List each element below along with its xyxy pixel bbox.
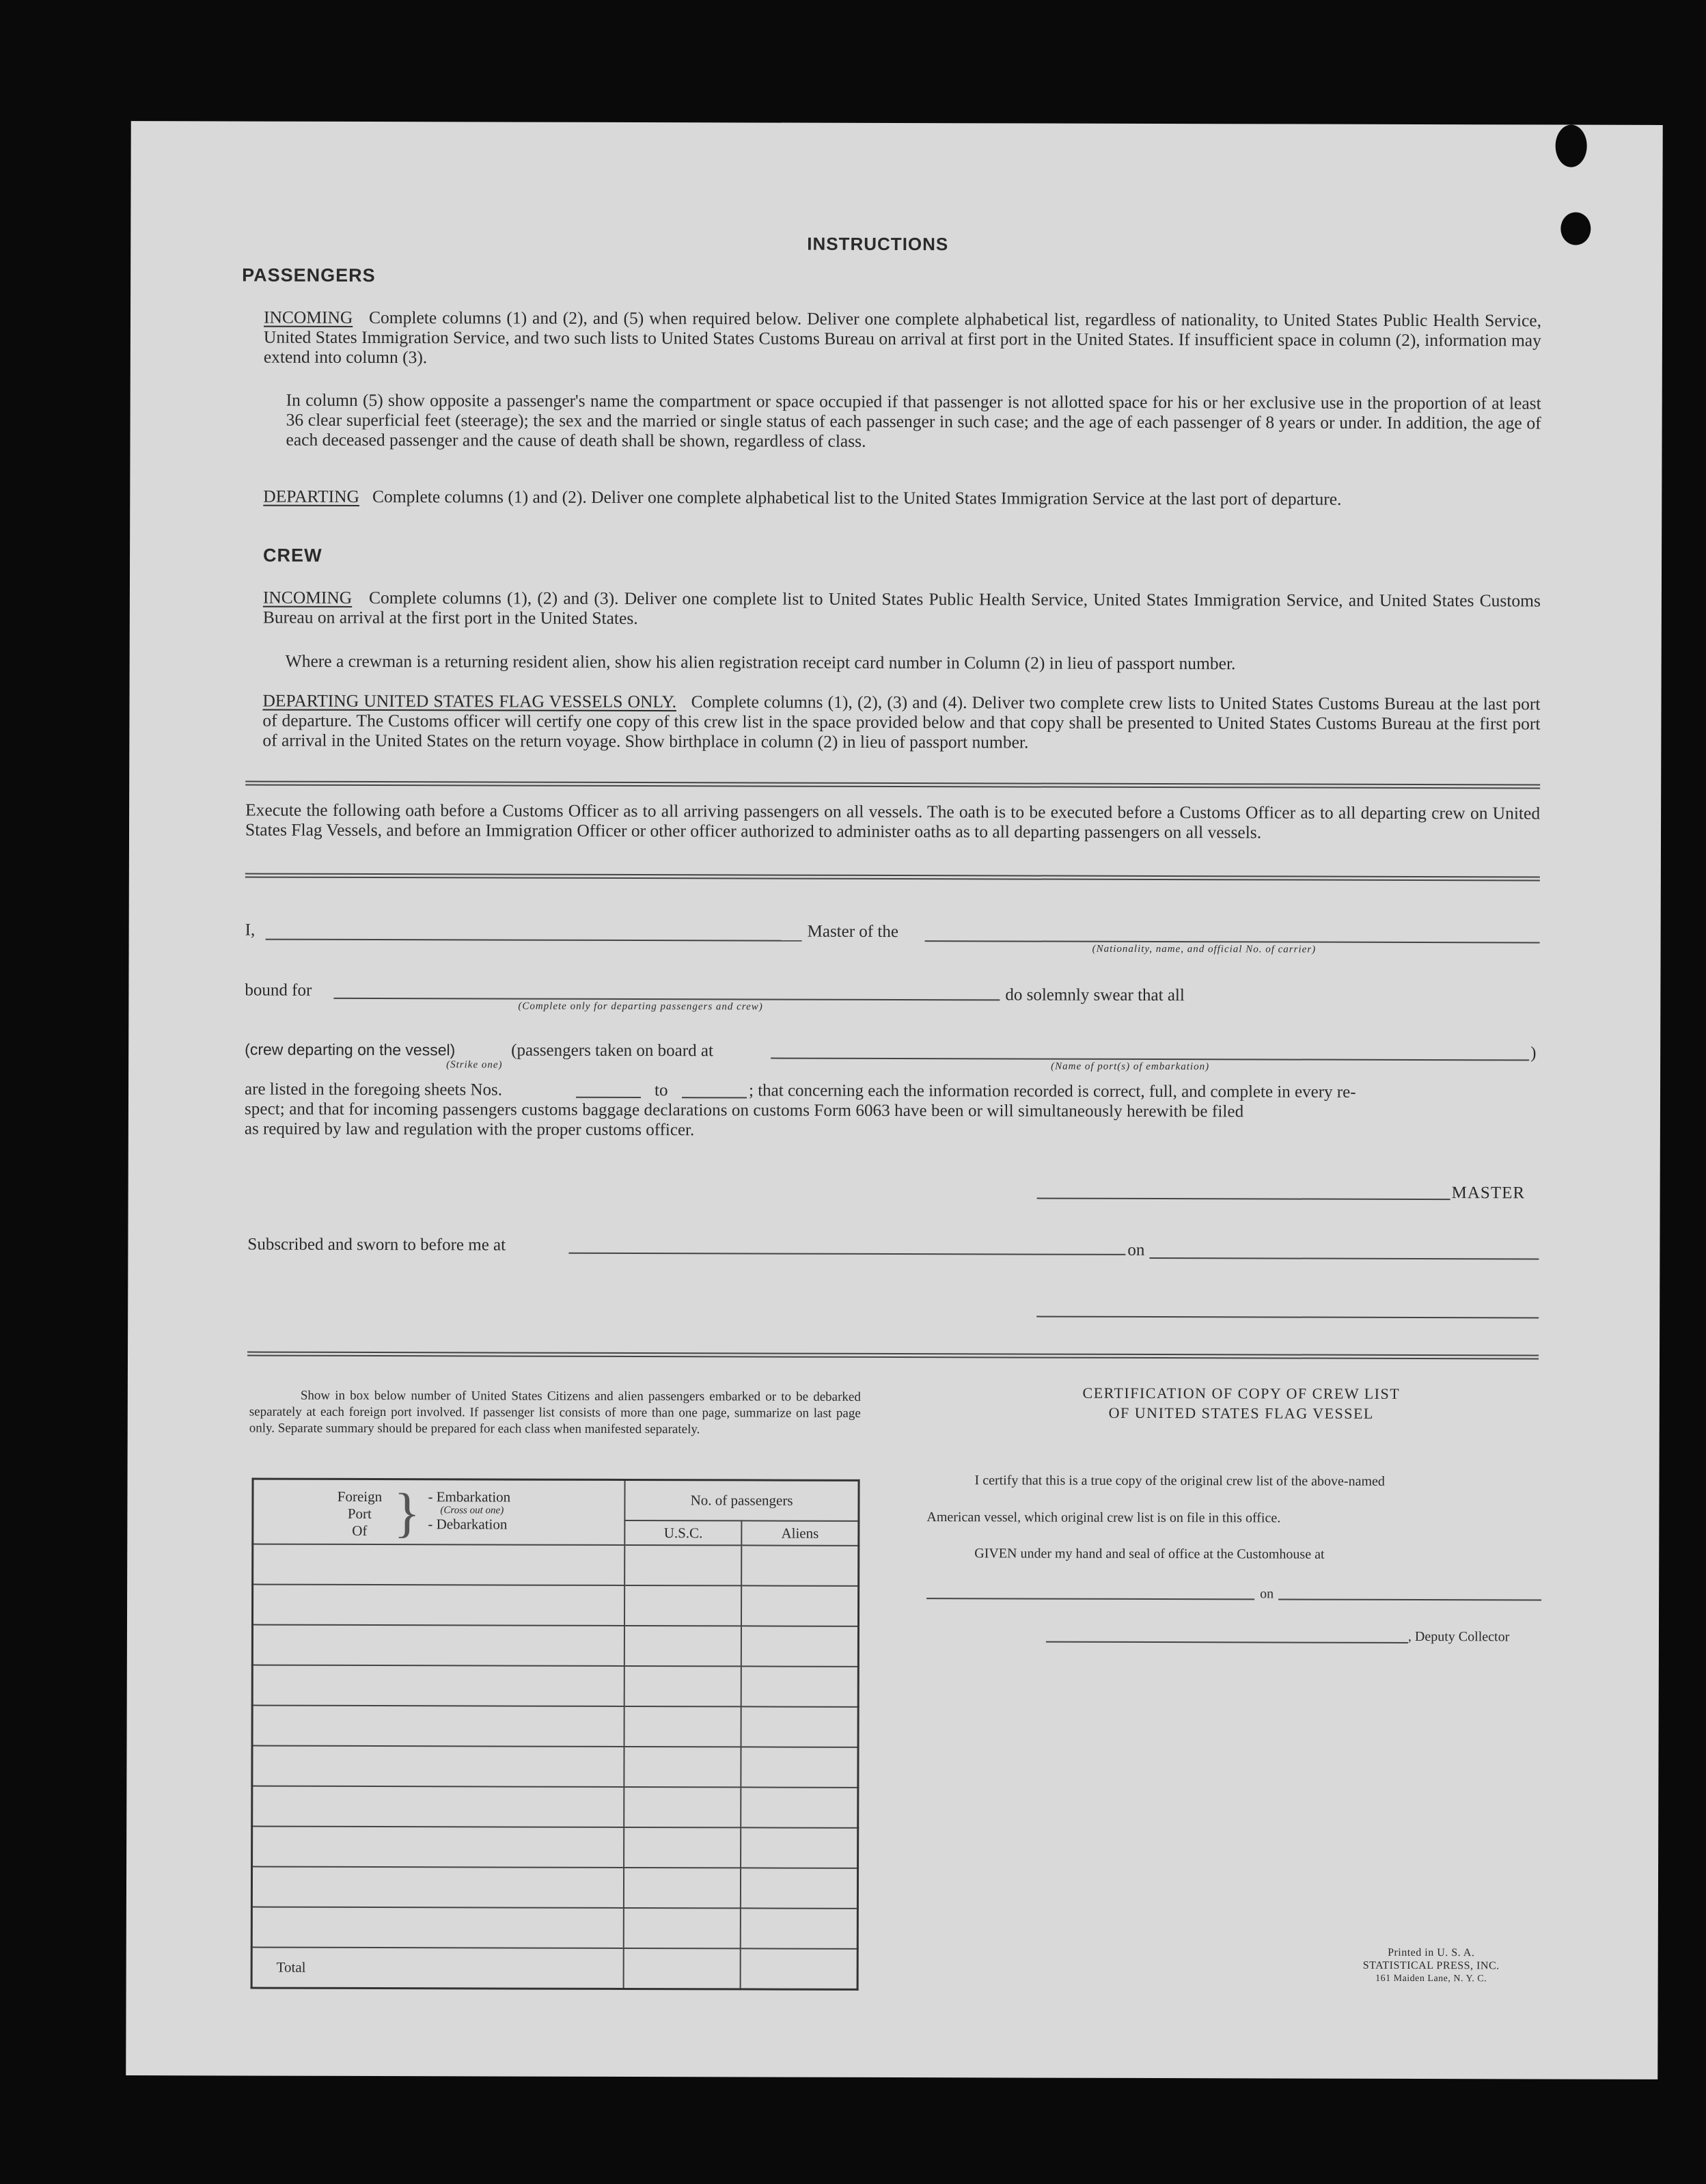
table-row [252,1585,858,1626]
usc-cell[interactable] [624,1787,741,1827]
certification-title-line2: OF UNITED STATES FLAG VESSEL [1108,1404,1374,1422]
usc-cell[interactable] [624,1706,741,1747]
aliens-cell[interactable] [741,1585,859,1626]
aliens-cell[interactable] [741,1868,858,1908]
listed-text-2: ; that concerning each the information recorded is correct, full, and complete in every re- [749,1081,1356,1102]
passengers-departing-text: Complete columns (1) and (2). Deliver one complete alphabetical list to the United States Immigration Service at the last port of departure. [372,486,1342,509]
port-cell[interactable] [252,1625,624,1666]
crew-incoming-text: Complete columns (1), (2) and (3). Deliver one complete list to United States Public Health Service, United States Immigration Service, and United States Customs Bureau on arrival at the first port in the United States. [262,587,1541,629]
deputy-signature-field[interactable] [1046,1641,1408,1643]
subscribed-place-field[interactable] [568,1253,1125,1255]
crew-resident-paragraph: Where a crewman is a returning resident alien, show his alien registration receipt card number in Column (2) in lieu of passport number. [285,651,1236,674]
binder-hole-middle [1560,213,1591,245]
port-cell[interactable] [252,1827,624,1868]
oath-i-label: I, [245,920,256,940]
strike-one-caption: (Strike one) [446,1059,503,1071]
passengers-taken-option[interactable]: (passengers taken on board at [511,1041,713,1061]
usc-header: U.S.C. [625,1520,742,1545]
oath-intro: Execute the following oath before a Customs Officer as to all arriving passengers on all vessels. The oath is to be executed before a Customs Officer as to all departing crew on United States Flag Vessels, and before an Immigration Officer or other officer authorized to administer oaths as to all departing passengers on all vessels. [245,800,1541,843]
aliens-cell[interactable] [741,1908,858,1948]
usc-cell[interactable] [624,1545,741,1585]
crew-departing-text: Complete columns (1), (2), (3) and (4). Deliver two complete crew lists to United States Customs Bureau at the last port of departure. The Customs officer will certify one copy of this crew list in the space provided below and that copy shall be presented to United States Customs Bureau at the first port of arrival in the United States on the return voyage. Show birthplace in column (2) in lieu of passport number. [262,692,1541,752]
passengers-incoming-paragraph [264,308,1541,370]
printer-line3: 161 Maiden Lane, N. Y. C. [1375,1973,1487,1984]
swear-text: do solemnly swear that all [1005,985,1185,1005]
carrier-field[interactable] [925,940,1540,943]
aliens-header: Aliens [741,1520,858,1545]
total-label: Total [251,1948,624,1989]
divider-top [245,781,1540,789]
crew-departing-option[interactable]: (crew departing on the vessel) [245,1040,456,1059]
certification-title-line1: CERTIFICATION OF COPY OF CREW LIST [1082,1384,1401,1402]
passengers-departing-label: DEPARTING [263,486,359,506]
certify-line1: I certify that this is a true copy of the original crew list of the above-named [974,1473,1385,1489]
usc-cell[interactable] [624,1666,741,1706]
aliens-cell[interactable] [741,1545,859,1585]
passengers-departing-paragraph [263,487,1541,510]
crew-heading: CREW [263,545,322,566]
table-row [252,1706,858,1747]
aliens-total-cell[interactable] [741,1948,858,1989]
to-label: to [655,1081,668,1100]
total-row [251,1948,857,1990]
certification-on-label: on [1260,1586,1274,1602]
listed-text-3: spect; and that for incoming passengers customs baggage declarations on customs Form 6063 have been or will simultaneously herewith be filed [244,1100,1244,1121]
aliens-cell[interactable] [741,1666,859,1706]
passengers-incoming-label: INCOMING [263,307,353,327]
crew-departing-paragraph [262,691,1540,754]
port-cell[interactable] [251,1867,624,1908]
printer-line2: STATISTICAL PRESS, INC. [1362,1959,1500,1972]
aliens-cell[interactable] [741,1787,858,1827]
binder-hole-top [1556,125,1587,167]
master-signature-field[interactable] [1037,1198,1450,1201]
aliens-cell[interactable] [741,1747,858,1787]
table-row [252,1746,858,1788]
embarkation-label: - Embarkation [428,1488,511,1505]
printer-line1: Printed in U. S. A. [1388,1946,1475,1959]
port-label: Port [347,1505,372,1522]
officer-signature-field[interactable] [1036,1316,1539,1319]
usc-cell[interactable] [624,1827,741,1868]
usc-cell[interactable] [624,1626,741,1666]
customhouse-field[interactable] [926,1598,1254,1600]
cross-out-caption: (Cross out one) [440,1505,504,1516]
usc-cell[interactable] [624,1868,741,1908]
crew-departing-label: DEPARTING UNITED STATES FLAG VESSELS ONLY. [262,690,677,712]
port-cell[interactable] [252,1786,624,1827]
bound-for-caption: (Complete only for departing passengers and crew) [518,1000,763,1013]
table-header-row [253,1479,859,1521]
printer-imprint [1329,1946,1534,1986]
close-paren: ) [1530,1043,1537,1063]
crew-incoming-label: INCOMING [262,587,353,608]
listed-text-4: as required by law and regulation with the proper customs officer. [244,1119,695,1140]
certification-date-field[interactable] [1278,1598,1541,1600]
listed-text-1: are listed in the foregoing sheets Nos. [245,1080,503,1100]
table-row [251,1867,857,1909]
divider-bottom [247,1352,1539,1360]
carrier-caption: (Nationality, name, and official No. of carrier) [1092,943,1317,955]
given-text: GIVEN under my hand and seal of office at the Customhouse at [974,1546,1325,1562]
summary-instructions: Show in box below number of United States Citizens and alien passengers embarked or to be debarked separately at each foreign port involved. If passenger list consists of more than one page, summarize on last page only. Separate summary should be prepared for each class when manifested separately. [249,1388,861,1437]
aliens-cell[interactable] [741,1827,858,1868]
certification-title [1002,1382,1481,1423]
table-row [252,1625,858,1667]
passengers-incoming-text: Complete columns (1) and (2), and (5) when required below. Deliver one complete alphabetical list, regardless of nationality, to United States Public Health Service, United States Immigration Service, and two such lists to United States Customs Bureau on arrival at first port in the United States. If insufficient space in column (2), information may extend into column (3). [263,307,1542,368]
brace-icon: } [394,1483,420,1544]
master-name-field[interactable] [266,939,802,942]
usc-total-cell[interactable] [624,1948,741,1989]
deputy-collector-label: , Deputy Collector [1407,1628,1510,1645]
port-header-cell [253,1479,625,1545]
certify-line2: American vessel, which original crew list is on file in this office. [926,1510,1281,1526]
passenger-summary-table [251,1478,860,1991]
sheet-to-field[interactable] [682,1097,747,1098]
port-cell[interactable] [253,1544,625,1585]
port-cell[interactable] [252,1706,624,1747]
table-row [252,1827,858,1868]
port-cell[interactable] [252,1585,624,1626]
table-row [252,1665,858,1707]
divider-oath [245,873,1540,882]
subscribed-on-label: on [1127,1240,1145,1259]
embarkation-ports-field[interactable] [771,1058,1529,1061]
crew-incoming-paragraph [263,588,1541,631]
table-row [253,1544,859,1586]
sheet-from-field[interactable] [576,1097,641,1098]
table-row [252,1786,858,1828]
subscribed-label: Subscribed and sworn to before me at [247,1235,506,1255]
subscribed-date-field[interactable] [1149,1257,1539,1259]
port-cell[interactable] [251,1907,624,1948]
usc-cell[interactable] [624,1747,741,1787]
master-label: MASTER [1451,1184,1526,1203]
no-of-passengers-header: No. of passengers [625,1479,859,1520]
foreign-label: Foreign [337,1488,383,1505]
bound-for-field[interactable] [333,998,1000,1001]
port-cell[interactable] [252,1665,624,1706]
port-cell[interactable] [252,1746,624,1787]
debarkation-label: - Debarkation [428,1516,508,1533]
page-title: INSTRUCTIONS [807,233,949,255]
usc-cell[interactable] [624,1585,741,1626]
aliens-cell[interactable] [741,1626,859,1666]
bound-for-label: bound for [245,981,312,1000]
table-row [251,1907,857,1949]
form-sheet [126,121,1662,2079]
passengers-column5-paragraph: In column (5) show opposite a passenger's name the compartment or space occupied if that passenger is not allotted space for his or her exclusive use in the proportion of at least 36 clear superficial feet (steerage); the sex and the married or single status of each passenger in such case; and the age of each passenger of 8 years or under. In addition, the age of each deceased passenger and the cause of death shall be shown, regardless of class. [286,390,1541,451]
aliens-cell[interactable] [741,1706,859,1747]
of-label: Of [352,1522,368,1539]
ports-caption: (Name of port(s) of embarkation) [1051,1061,1210,1073]
master-of-the-label: Master of the [807,922,898,942]
usc-cell[interactable] [624,1908,741,1948]
passengers-heading: PASSENGERS [242,264,376,286]
